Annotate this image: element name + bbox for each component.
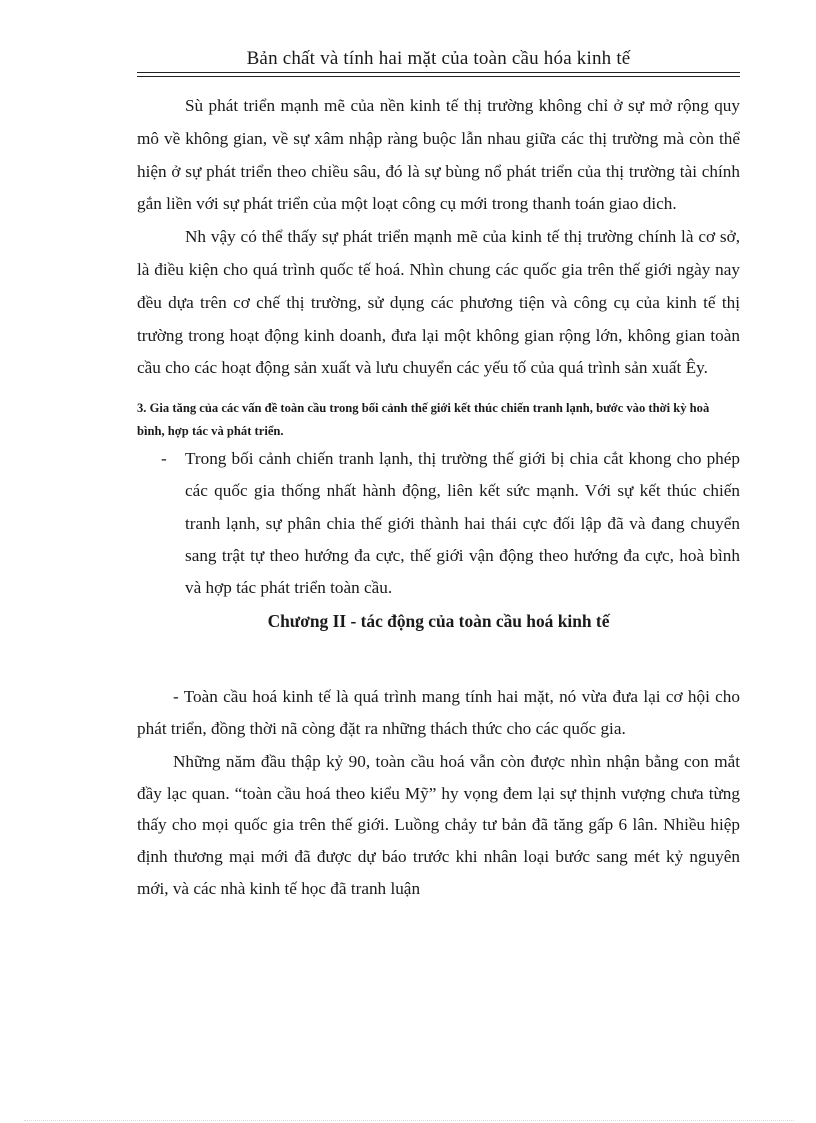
bullet-dash: - [161,449,167,469]
bullet-text: Trong bối cảnh chiến tranh lạnh, thị trường thế giới bị chia cắt khong cho phép các quốc gia thống nhất hành động, liên kết sức mạnh. Với sự kết thúc chiến tranh lạnh, sự phân chia thế giới thành hai thái cực đối lập đã và đang chuyển sang trật tự theo hướng đa cực, thế giới vận động theo hướng đa cực, hoà bình và hợp tác phát triển toàn cầu. [185,449,740,598]
body-paragraph: Những năm đầu thập kỷ 90, toàn cầu hoá vẫn còn được nhìn nhận bằng con mắt đầy lạc quan. “toàn cầu hoá theo kiểu Mỹ” hy vọng đem lại sự thịnh vượng chưa từng thấy cho mọi quốc gia trên thế giới. Luồng chảy tư bản đã tăng gấp 6 lân. Nhiều hiệp định thương mại mới đã được dự báo trước khi nhân loại bước sang mét kỷ nguyên mới, và các nhà kinh tế học đã tranh luận [137,751,740,899]
footer-dotted-rule [24,1120,794,1121]
document-body [137,90,740,905]
body-paragraph: Sù phát triển mạnh mẽ của nền kinh tế thị trường không chỉ ở sự mở rộng quy mô về không gian, về sự xâm nhập ràng buộc lẫn nhau giữa các thị trường mà còn thể hiện ở sự phát triển theo chiều sâu, đó là sự bùng nổ phát triển của thị trường tài chính gắn liền với sự phát triển của một loạt công cụ mới trong thanh toán giao dich. [137,96,740,214]
spacer [137,637,740,681]
chapter-title: Chương II - tác động của toàn cầu hoá kinh tế [267,610,610,631]
header-double-rule [137,72,740,77]
page-header-title: Bản chất và tính hai mặt của toàn cầu hóa kinh tế [246,48,631,69]
body-paragraph: Nh vậy có thể thấy sự phát triển mạnh mẽ của kinh tế thị trường chính là cơ sở, là điều kiện cho quá trình quốc tế hoá. Nhìn chung các quốc gia trên thế giới ngày nay đều dựa trên cơ chế thị trường, sử dụng các phương tiện và công cụ của kinh tế thị trường trong hoạt động kinh doanh, đưa lại một không gian rộng lớn, không gian toàn cầu cho các hoạt động sản xuất và lưu chuyển các yếu tố của quá trình sản xuất Êy. [137,227,740,378]
bullet-item [137,443,740,604]
section-heading: 3. Gia tăng của các vấn đề toàn cầu trong bối cảnh thế giới kết thúc chiến tranh lạnh, bước vào thời kỳ hoà bình, hợp tác và phát triển. [137,401,710,439]
body-paragraph: - Toàn cầu hoá kinh tế là quá trình mang tính hai mặt, nó vừa đưa lại cơ hội cho phát triển, đồng thời nã còng đặt ra những thách thức cho các quốc gia. [137,686,740,739]
